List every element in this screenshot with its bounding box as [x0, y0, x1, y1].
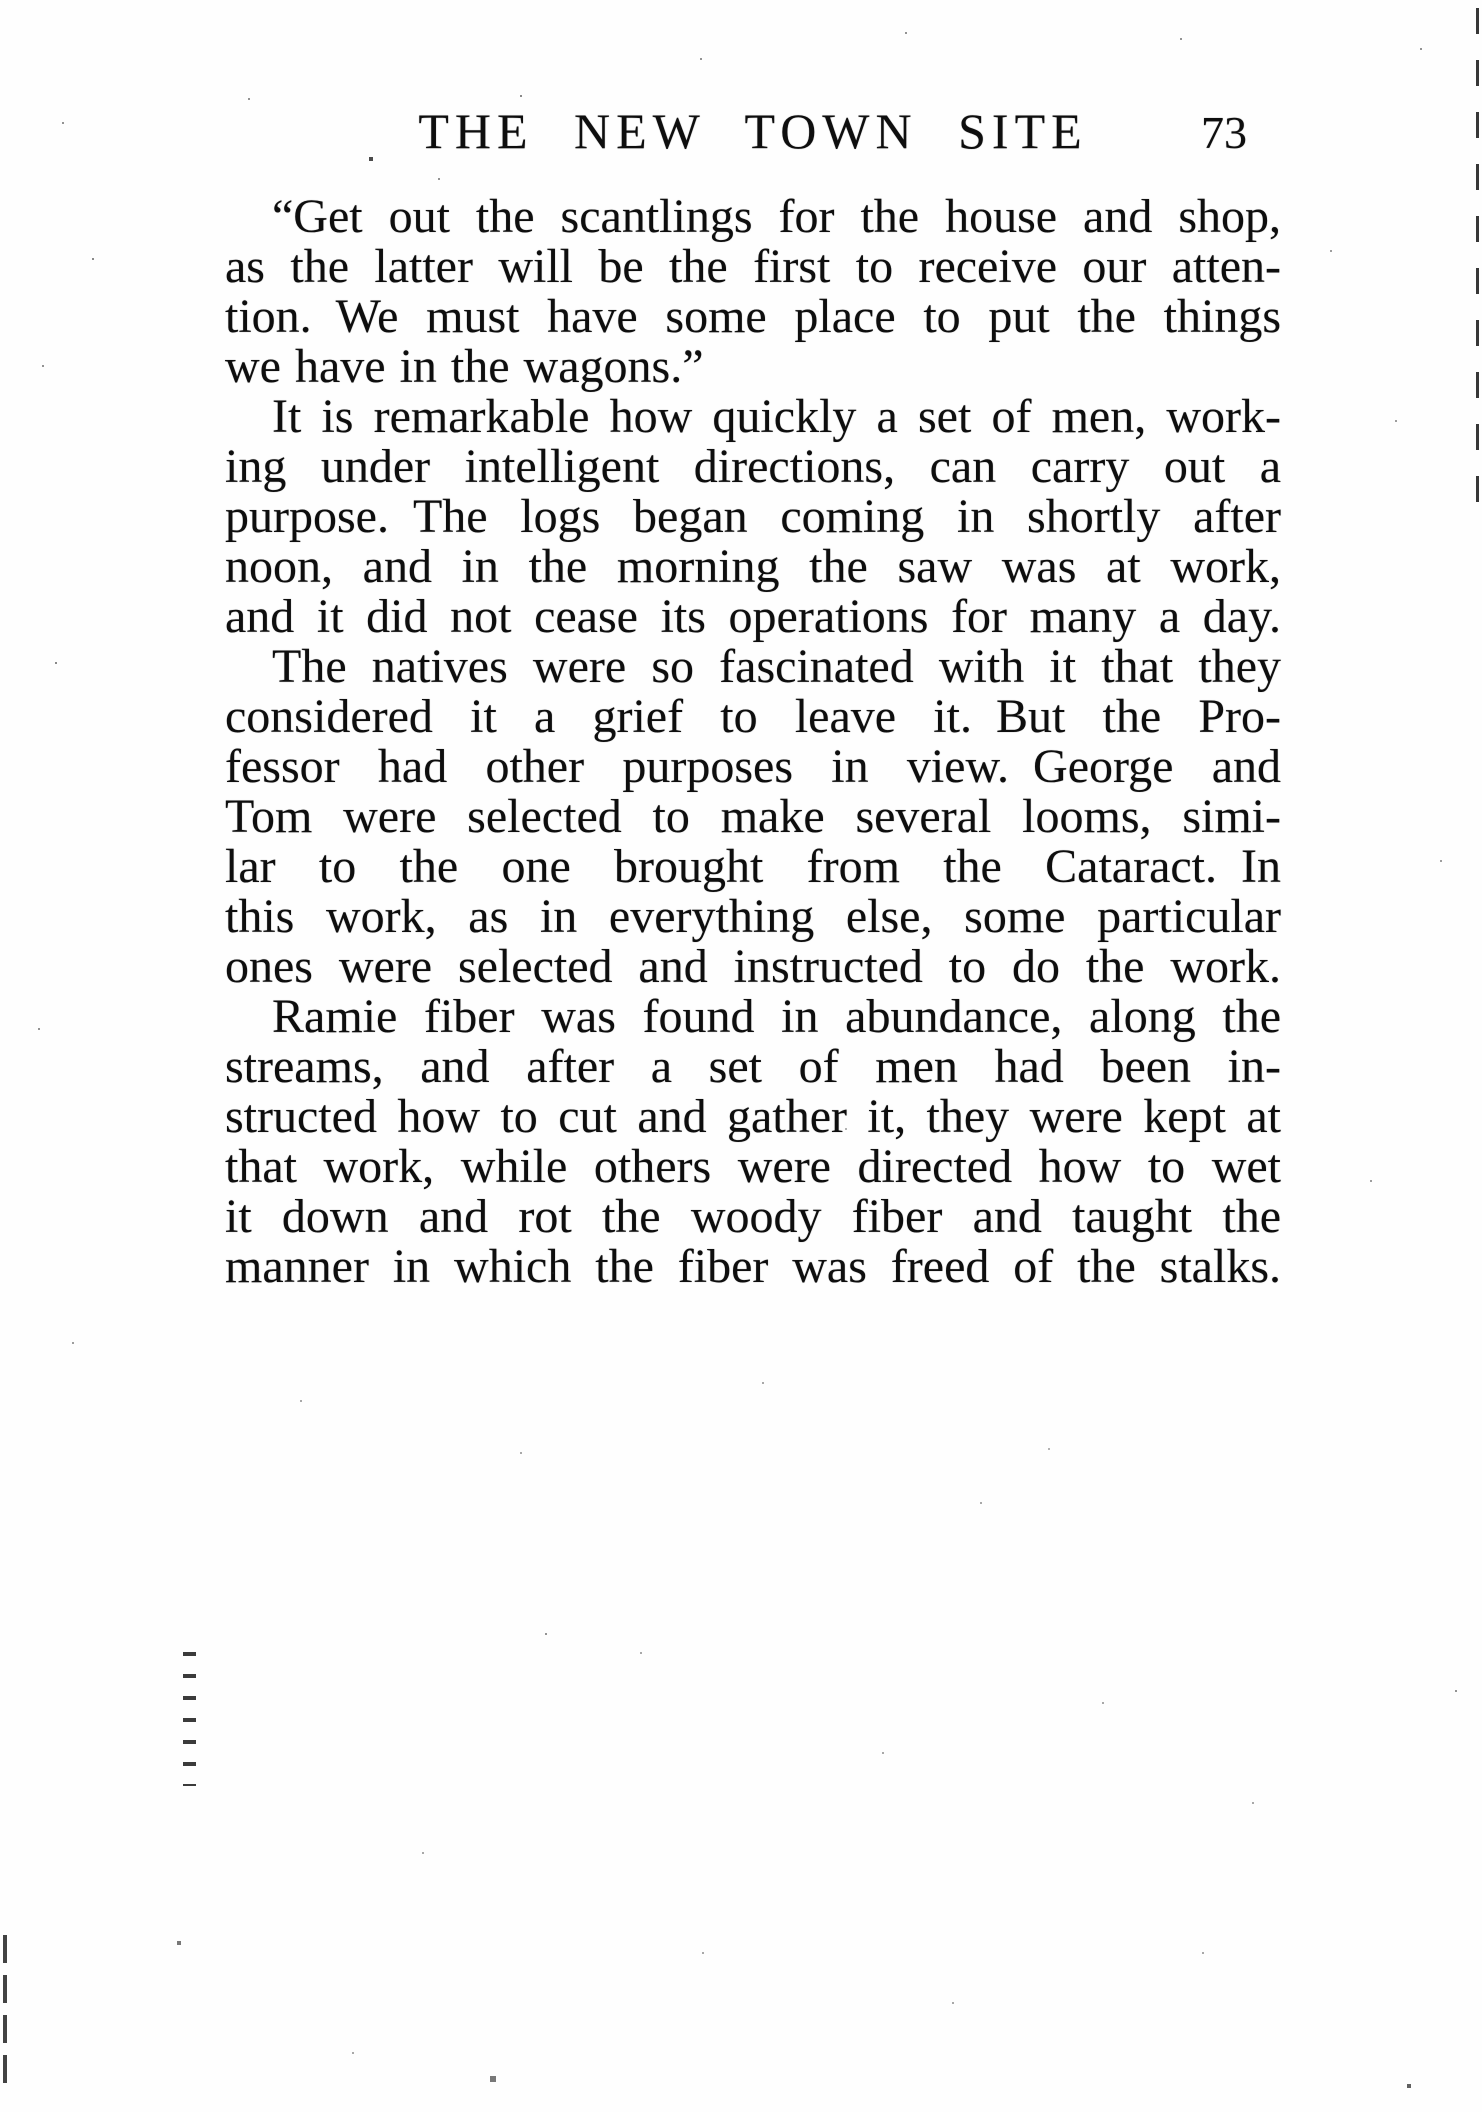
- chapter-running-title: THE NEW TOWN SITE: [418, 103, 1088, 159]
- text-line: streams, and after a set of men had been in-: [225, 1040, 1281, 1093]
- text-line: purpose. The logs began coming in shortly after: [225, 490, 1281, 543]
- text-line: Tom were selected to make several looms, simi-: [225, 790, 1281, 843]
- scan-edge-line-right: [1476, 8, 1479, 506]
- paragraph: [225, 992, 1281, 1292]
- text-line: we have in the wagons.”: [225, 340, 704, 393]
- scan-dash-column: [183, 1652, 196, 1786]
- text-line: manner in which the fiber was freed of the stalks.: [225, 1240, 1281, 1293]
- text-line: It is remarkable how quickly a set of men, work-: [272, 390, 1281, 443]
- text-line: fessor had other purposes in view. George and: [225, 740, 1281, 793]
- text-line: lar to the one brought from the Cataract. In: [225, 840, 1281, 893]
- text-line: this work, as in everything else, some particular: [225, 890, 1281, 943]
- text-line: tion. We must have some place to put the things: [225, 290, 1281, 343]
- text-line: “Get out the scantlings for the house and shop,: [272, 190, 1281, 243]
- paragraph: [225, 392, 1281, 642]
- text-line: Ramie fiber was found in abundance, along the: [272, 990, 1281, 1043]
- scan-speckles: [0, 0, 2, 2]
- paragraph: [225, 642, 1281, 992]
- text-line: ing under intelligent directions, can carry out a: [225, 440, 1281, 493]
- page-header: [225, 103, 1281, 159]
- scan-edge-line-left: [3, 1935, 7, 2090]
- text-line: it down and rot the woody fiber and taught the: [225, 1190, 1281, 1243]
- text-line: The natives were so fascinated with it that they: [272, 640, 1281, 693]
- paragraph: [225, 192, 1281, 392]
- text-line: that work, while others were directed how to wet: [225, 1140, 1281, 1193]
- body-text: [225, 192, 1281, 1292]
- text-line: structed how to cut and gather it, they were kept at: [225, 1090, 1281, 1143]
- text-line: considered it a grief to leave it. But the Pro-: [225, 690, 1281, 743]
- text-line: as the latter will be the first to receive our atten-: [225, 240, 1281, 293]
- page-number: 73: [1201, 107, 1247, 158]
- text-line: and it did not cease its operations for many a day.: [225, 590, 1281, 643]
- text-line: noon, and in the morning the saw was at work,: [225, 540, 1281, 593]
- text-line: ones were selected and instructed to do the work.: [225, 940, 1281, 993]
